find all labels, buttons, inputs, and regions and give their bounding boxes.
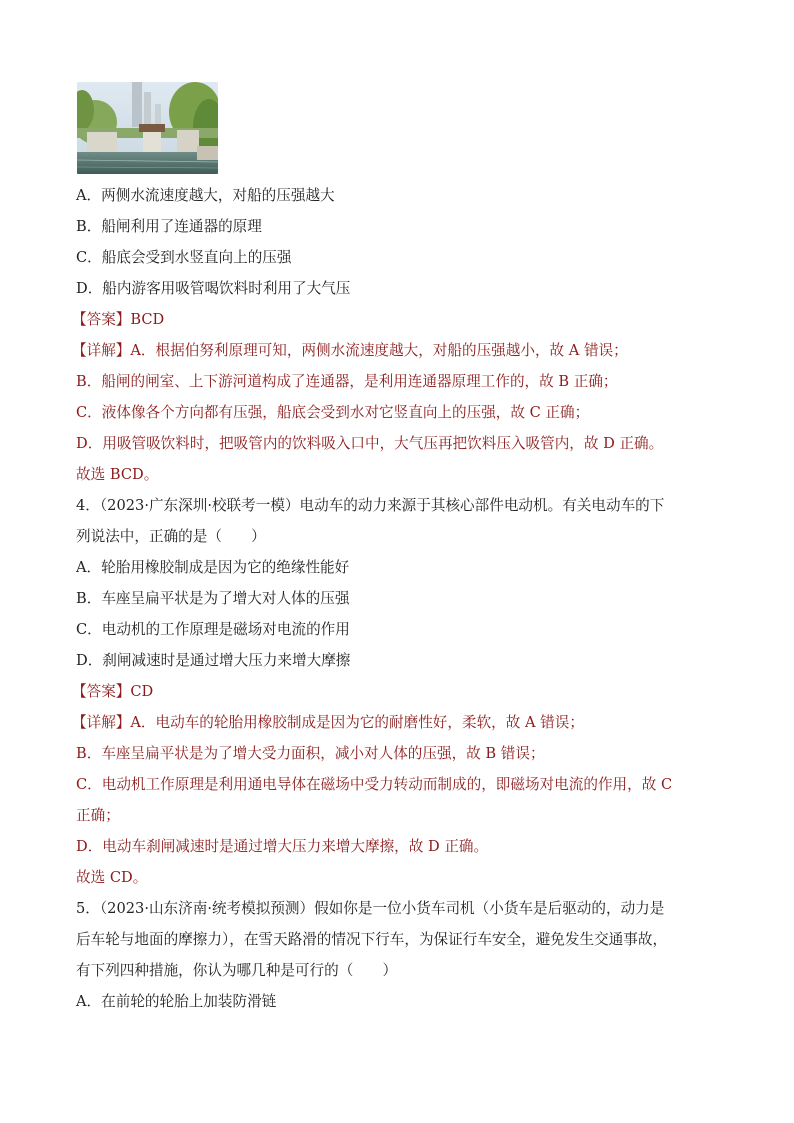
q4-option-d: D．刹闸减速时是通过增大压力来增大摩擦 [76, 652, 351, 669]
q4-detail-a: 【详解】A．电动车的轮胎用橡胶制成是因为它的耐磨性好，柔软，故 A 错误； [72, 714, 584, 731]
q4-detail-c-2: 正确； [76, 807, 120, 824]
q3-option-c: C．船底会受到水竖直向上的压强 [76, 249, 292, 266]
q3-option-d: D．船内游客用吸管喝饮料时利用了大气压 [76, 280, 351, 297]
q5-option-a: A．在前轮的轮胎上加装防滑链 [76, 993, 277, 1010]
q4-option-a: A．轮胎用橡胶制成是因为它的绝缘性能好 [76, 559, 350, 576]
ship-lock-image [77, 82, 218, 174]
q4-conclusion: 故选 CD。 [76, 869, 148, 886]
q3-detail-a: 【详解】A．根据伯努利原理可知，两侧水流速度越大，对船的压强越小，故 A 错误； [72, 342, 628, 359]
q4-option-b: B．车座呈扁平状是为了增大对人体的压强 [76, 590, 350, 607]
question-text [72, 180, 726, 1017]
q4-stem-line-2: 列说法中，正确的是（ ） [76, 528, 266, 545]
q4-detail-b: B．车座呈扁平状是为了增大受力面积，减小对人体的压强，故 B 错误； [76, 745, 545, 762]
q3-option-b: B．船闸利用了连通器的原理 [76, 218, 262, 235]
ship-lock-photo [77, 82, 218, 174]
q4-option-c: C．电动机的工作原理是磁场对电流的作用 [76, 621, 350, 638]
q3-answer: 【答案】BCD [72, 311, 165, 328]
q3-detail-c: C．液体像各个方向都有压强，船底会受到水对它竖直向上的压强，故 C 正确； [76, 404, 590, 421]
q4-stem-line-1: 4．（2023·广东深圳·校联考一模）电动车的动力来源于其核心部件电动机。有关电动车的下 [76, 497, 665, 514]
q5-stem-line-1: 5．（2023·山东济南·统考模拟预测）假如你是一位小货车司机（小货车是后驱动的，动力是 [76, 900, 665, 917]
q3-detail-d: D．用吸管吸饮料时，把吸管内的饮料吸入口中，大气压再把饮料压入吸管内，故 D 正确。 [76, 435, 664, 452]
q4-answer: 【答案】CD [72, 683, 154, 700]
q3-conclusion: 故选 BCD。 [76, 466, 159, 483]
q4-detail-c-1: C．电动机工作原理是利用通电导体在磁场中受力转动而制成的，即磁场对电流的作用，故 C [76, 776, 673, 793]
q3-detail-b: B．船闸的闸室、上下游河道构成了连通器，是利用连通器原理工作的，故 B 正确； [76, 373, 618, 390]
q3-option-a: A．两侧水流速度越大，对船的压强越大 [76, 187, 335, 204]
q4-detail-d: D．电动车刹闸减速时是通过增大压力来增大摩擦，故 D 正确。 [76, 838, 489, 855]
q5-stem-line-3: 有下列四种措施，你认为哪几种是可行的（ ） [76, 962, 398, 979]
q5-stem-line-2: 后车轮与地面的摩擦力），在雪天路滑的情况下行车，为保证行车安全，避免发生交通事故， [76, 931, 668, 948]
